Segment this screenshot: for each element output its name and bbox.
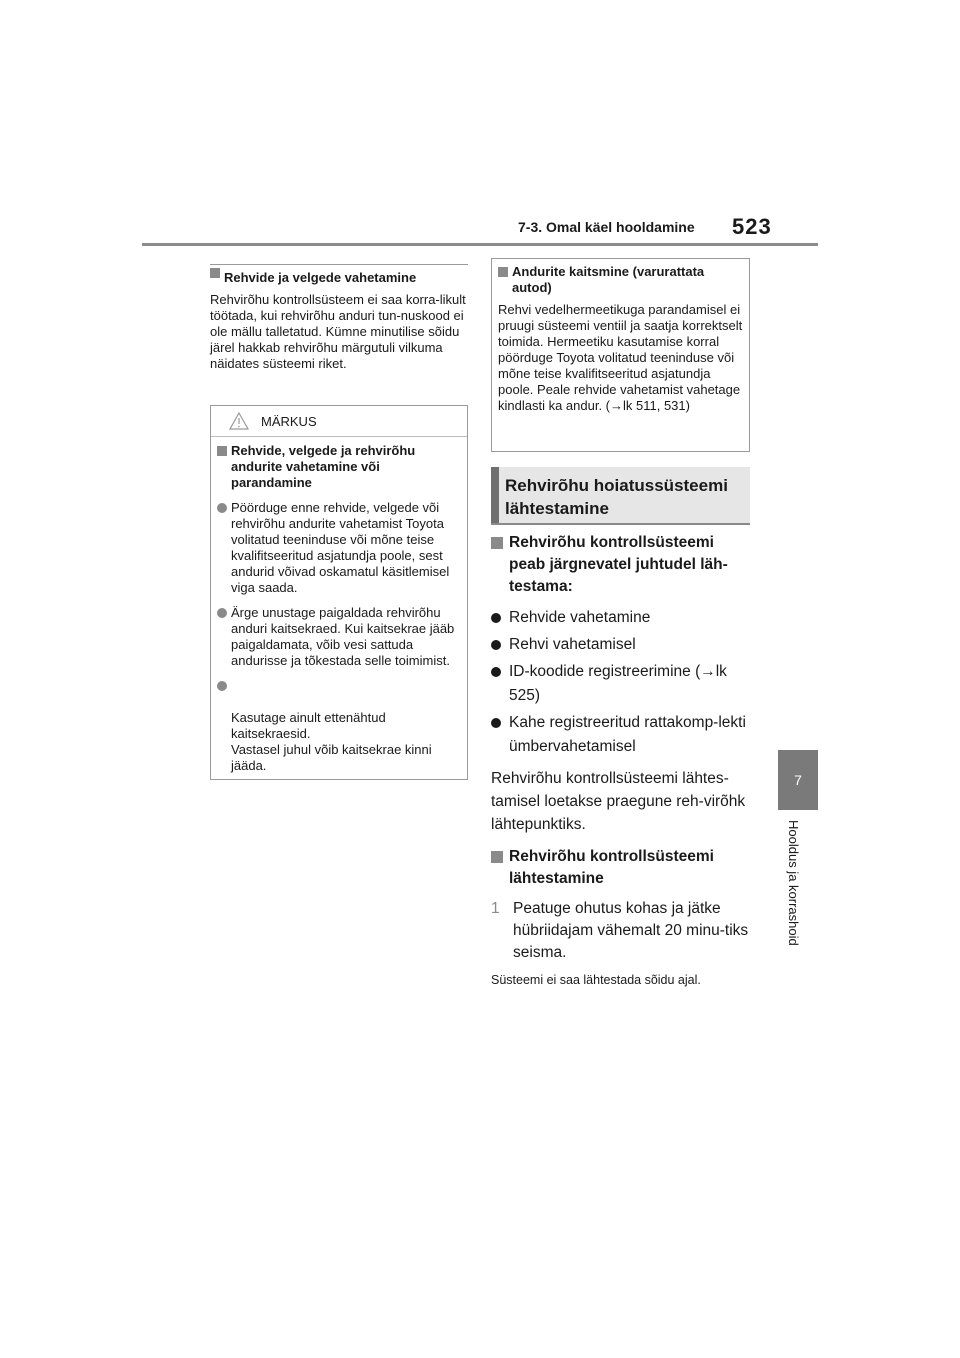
list-item: Kahe registreeritud rattakomp-lekti ümbervahetamisel xyxy=(491,711,750,759)
round-bullet-icon xyxy=(491,718,501,728)
info-subheading: Andurite kaitsmine (varurattata autod) xyxy=(498,264,743,296)
step-number: 1 xyxy=(491,900,500,917)
round-bullet-icon xyxy=(217,681,227,691)
section-heading-text: Rehvirõhu hoiatussüsteemi lähtestamine xyxy=(505,476,728,518)
notice-body xyxy=(211,437,467,774)
info-paragraph: Rehvi vedelhermeetikuga parandamisel ei pruugi süsteemi ventiil ja saatja korrektselt toimida. Hermeetiku kasutamise korral pöörduge Toyota volitatud teeninduse või mõne teise kvalifitseeritud asjatundja poole. Peale rehvide vahetamist vahetage kindlasti ka andur. (→lk 511, 531) xyxy=(498,302,743,413)
heading-reset-procedure: Rehvirõhu kontrollsüsteemi lähtestamine xyxy=(491,846,750,890)
section-title: 7-3. Omal käel hooldamine xyxy=(518,219,695,235)
page-number: 523 xyxy=(732,214,772,239)
round-bullet-icon xyxy=(217,608,227,618)
square-bullet-icon xyxy=(217,446,227,456)
left-column xyxy=(210,264,468,372)
paragraph-reset-reference: Rehvirõhu kontrollsüsteemi lähtes-tamisel loetakse praegune reh-virõhk lähtepunktiks. xyxy=(491,770,746,833)
notice-title: MÄRKUS xyxy=(261,414,317,429)
chapter-tab xyxy=(778,750,818,810)
square-bullet-icon xyxy=(491,851,503,863)
round-bullet-icon xyxy=(217,503,227,513)
notice-bullet: Kasutage ainult ettenähtud kaitsekraesid. Vastasel juhul võib kaitsekrae kinni jääda. xyxy=(217,678,461,774)
list-item: Rehvide vahetamine xyxy=(491,606,750,630)
round-bullet-icon xyxy=(491,613,501,623)
section-heading xyxy=(491,467,750,525)
heading-reset-cases: Rehvirõhu kontrollsüsteemi peab järgnevatel juhtudel läh-testama: xyxy=(491,532,750,598)
header-rule xyxy=(142,243,818,246)
square-bullet-icon xyxy=(491,537,503,549)
square-bullet-icon xyxy=(210,268,220,278)
square-bullet-icon xyxy=(498,267,508,277)
paragraph-tire-change: Rehvirõhu kontrollsüsteem ei saa korra-likult töötada, kui rehvirõhu anduri tun-nuskood ei ole mällu talletatud. Kümne minutilise sõidu järel hakkab rehvirõhu märgutuli vilkuma näidates süsteemi riket. xyxy=(210,292,466,371)
notice-subheading: Rehvide, velgede ja rehvirõhu andurite vahetamine või parandamine xyxy=(217,443,461,491)
step-text: Peatuge ohutus kohas ja jätke hübriidajam vähemalt 20 minu-tiks seisma. xyxy=(513,900,749,961)
section-heading-bar xyxy=(491,467,499,523)
chapter-title: Hooldus ja korrashoid xyxy=(786,820,801,946)
chapter-number: 7 xyxy=(794,772,802,788)
notice-header xyxy=(211,406,467,437)
warning-triangle-icon xyxy=(229,412,249,430)
list-item: Rehvi vahetamisel xyxy=(491,633,750,657)
round-bullet-icon xyxy=(491,667,501,677)
notice-bullet: Ärge unustage paigaldada rehvirõhu anduri kaitsekraed. Kui kaitsekrae jääb paigaldamata, võib vesi sattuda andurisse ja tõkestada selle toimimist. xyxy=(217,605,461,669)
info-box xyxy=(491,258,750,452)
notice-bullet: Pöörduge enne rehvide, velgede või rehvirõhu andurite vahetamist Toyota volitatud teeninduse või mõne teise kvalifitseeritud asjatundja poole, sest andurid võivad oskamatul käsitlemisel viga saada. xyxy=(217,500,461,596)
footnote: Süsteemi ei saa lähtestada sõidu ajal. xyxy=(491,973,701,987)
step-item xyxy=(491,898,750,964)
notice-box xyxy=(210,405,468,780)
subheading-tire-change: Rehvide ja velgede vahetamine xyxy=(210,264,468,286)
main-text xyxy=(491,532,750,988)
round-bullet-icon xyxy=(491,640,501,650)
right-column xyxy=(491,258,750,452)
list-item: ID-koodide registreerimine (→lk 525) xyxy=(491,660,750,708)
